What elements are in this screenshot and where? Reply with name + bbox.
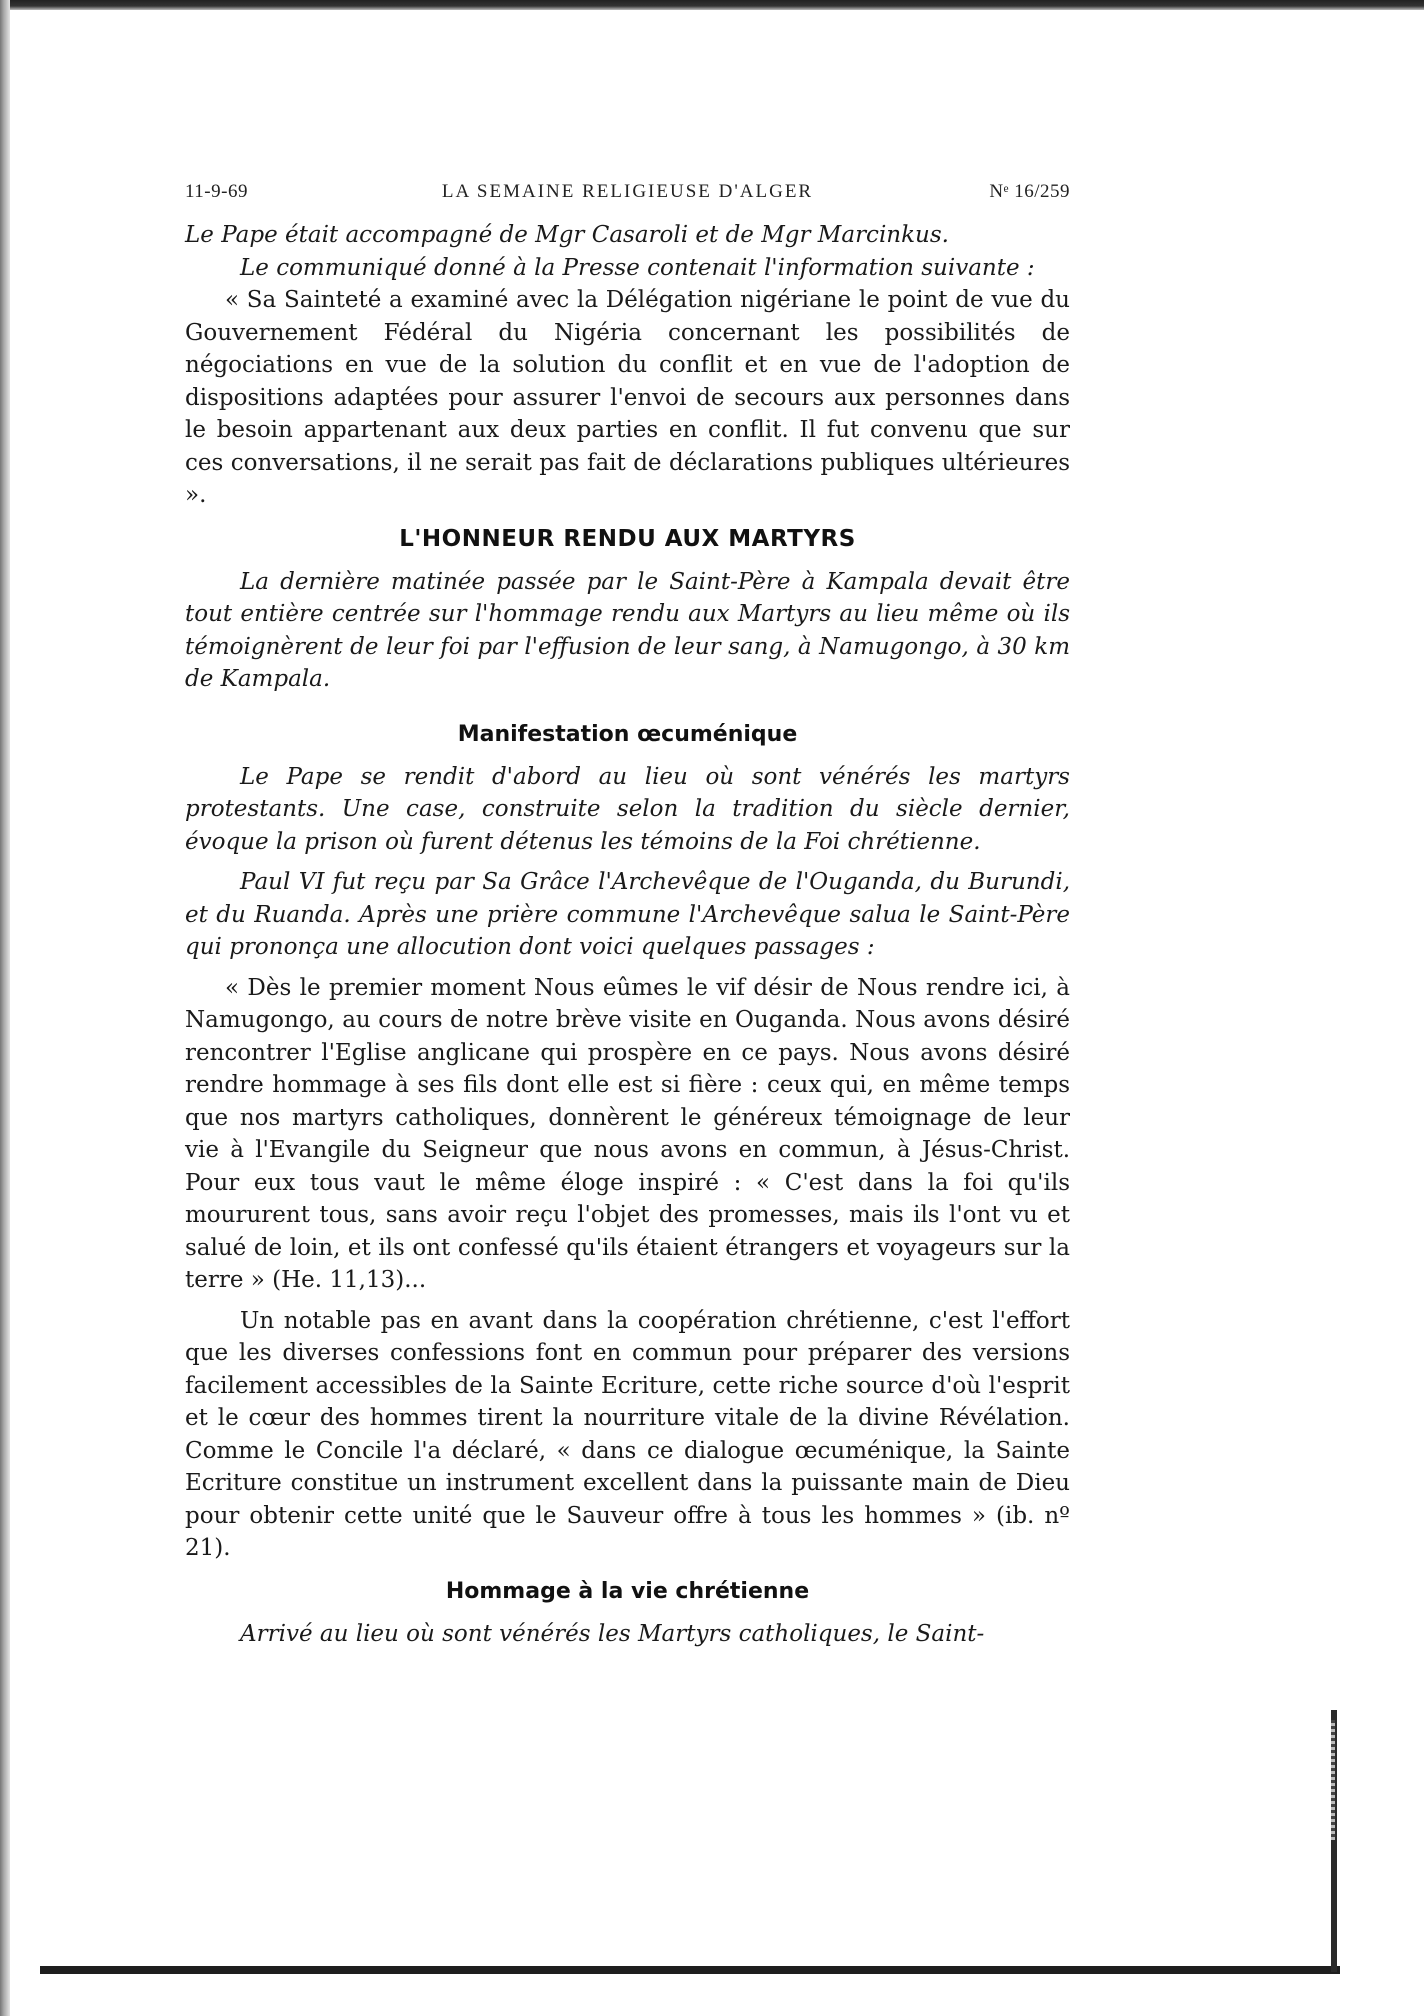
paragraph-archbishop: Paul VI fut reçu par Sa Grâce l'Archevêque de l'Ouganda, du Burundi, et du Ruanda. Après une prière commune l'Archevêque salua le Saint-Père qui prononça une allocution dont voici quelques passages : [185,869,1070,960]
scan-edge-top [0,0,1424,10]
paragraph-allocution-quote: « Dès le premier moment Nous eûmes le vif désir de Nous rendre ici, à Namugongo, au cours de notre brève visite en Ouganda. Nous avons désiré rencontrer l'Eglise anglicane qui prospère en ce pays. Nous avons désiré rendre hommage à ses fils dont elle est si fière : ceux qui, en même temps que nos martyrs catholiques, donnèrent le généreux témoignage de leur vie à l'Evangile du Seigneur que nous avons en commun, à Jésus-Christ. Pour eux tous vaut le même éloge inspiré : « C'est dans la foi qu'ils moururent tous, sans avoir reçu l'objet des promesses, mais ils l'ont vu et salué de loin, et ils ont confessé qu'ils étaient étrangers et voyageurs sur la terre » (He. 11,13)... [185,974,1070,1293]
paragraph-pope-companions: Le Pape était accompagné de Mgr Casaroli et de Mgr Marcinkus. [185,222,949,248]
scan-edge-bottom [40,1966,1340,1974]
document-page [185,175,1070,1650]
paragraph-catholic-martyrs: Arrivé au lieu où sont vénérés les Martyrs catholiques, le Saint- [240,1620,985,1647]
scan-edge-right-mark [1331,1720,1335,1840]
paragraph-last-morning: La dernière matinée passée par le Saint-Père à Kampala devait être tout entière centrée sur l'hommage rendu aux Martyrs au lieu même où ils témoignèrent de leur foi par l'effusion de leur sang, à Namugongo, à 30 km de Kampala. [185,568,1070,692]
issue-number: Nᵉ 16/259 [989,181,1070,202]
journal-title: LA SEMAINE RELIGIEUSE D'ALGER [441,181,814,202]
subheading-ecumenical: Manifestation œcuménique [457,721,798,747]
issue-date: 11-9-69 [185,181,248,202]
section-heading-martyrs: L'HONNEUR RENDU AUX MARTYRS [399,525,856,552]
running-head [185,175,1070,205]
paragraph-christian-cooperation: Un notable pas en avant dans la coopération chrétienne, c'est l'effort que les diverses confessions font en commun pour préparer des versions facilement accessibles de la Sainte Ecriture, cette riche source d'où l'esprit et le cœur des hommes tirent la nourriture vitale de la divine Révélation. Comme le Concile l'a déclaré, « dans ce dialogue œcuménique, la Sainte Ecriture constitue un instrument excellent dans la puissante main de Dieu pour obtenir cette unité que le Sauveur offre à tous les hommes » (ib. nº 21). [185,1307,1070,1561]
paragraph-protestant-martyrs: Le Pape se rendit d'abord au lieu où sont vénérés les martyrs protestants. Une case, construite selon la tradition du siècle dernier, évoque la prison où furent détenus les témoins de la Foi chrétienne. [185,763,1070,855]
scan-edge-left [0,0,10,2016]
subheading-christian-life: Hommage à la vie chrétienne [445,1578,810,1604]
paragraph-communique-quote: « Sa Sainteté a examiné avec la Délégation nigériane le point de vue du Gouvernement Fédéral du Nigéria concernant les possibilités de négociations en vue de la solution du conflit et en vue de l'adoption de dispositions adaptées pour assurer l'envoi de secours aux personnes dans le besoin appartenant aux deux parties en conflit. Il fut convenu que sur ces conversations, il ne serait pas fait de déclarations publiques ultérieures ». [185,287,1070,508]
paragraph-press-communique: Le communiqué donné à la Presse contenait l'information suivante : [240,254,1035,281]
